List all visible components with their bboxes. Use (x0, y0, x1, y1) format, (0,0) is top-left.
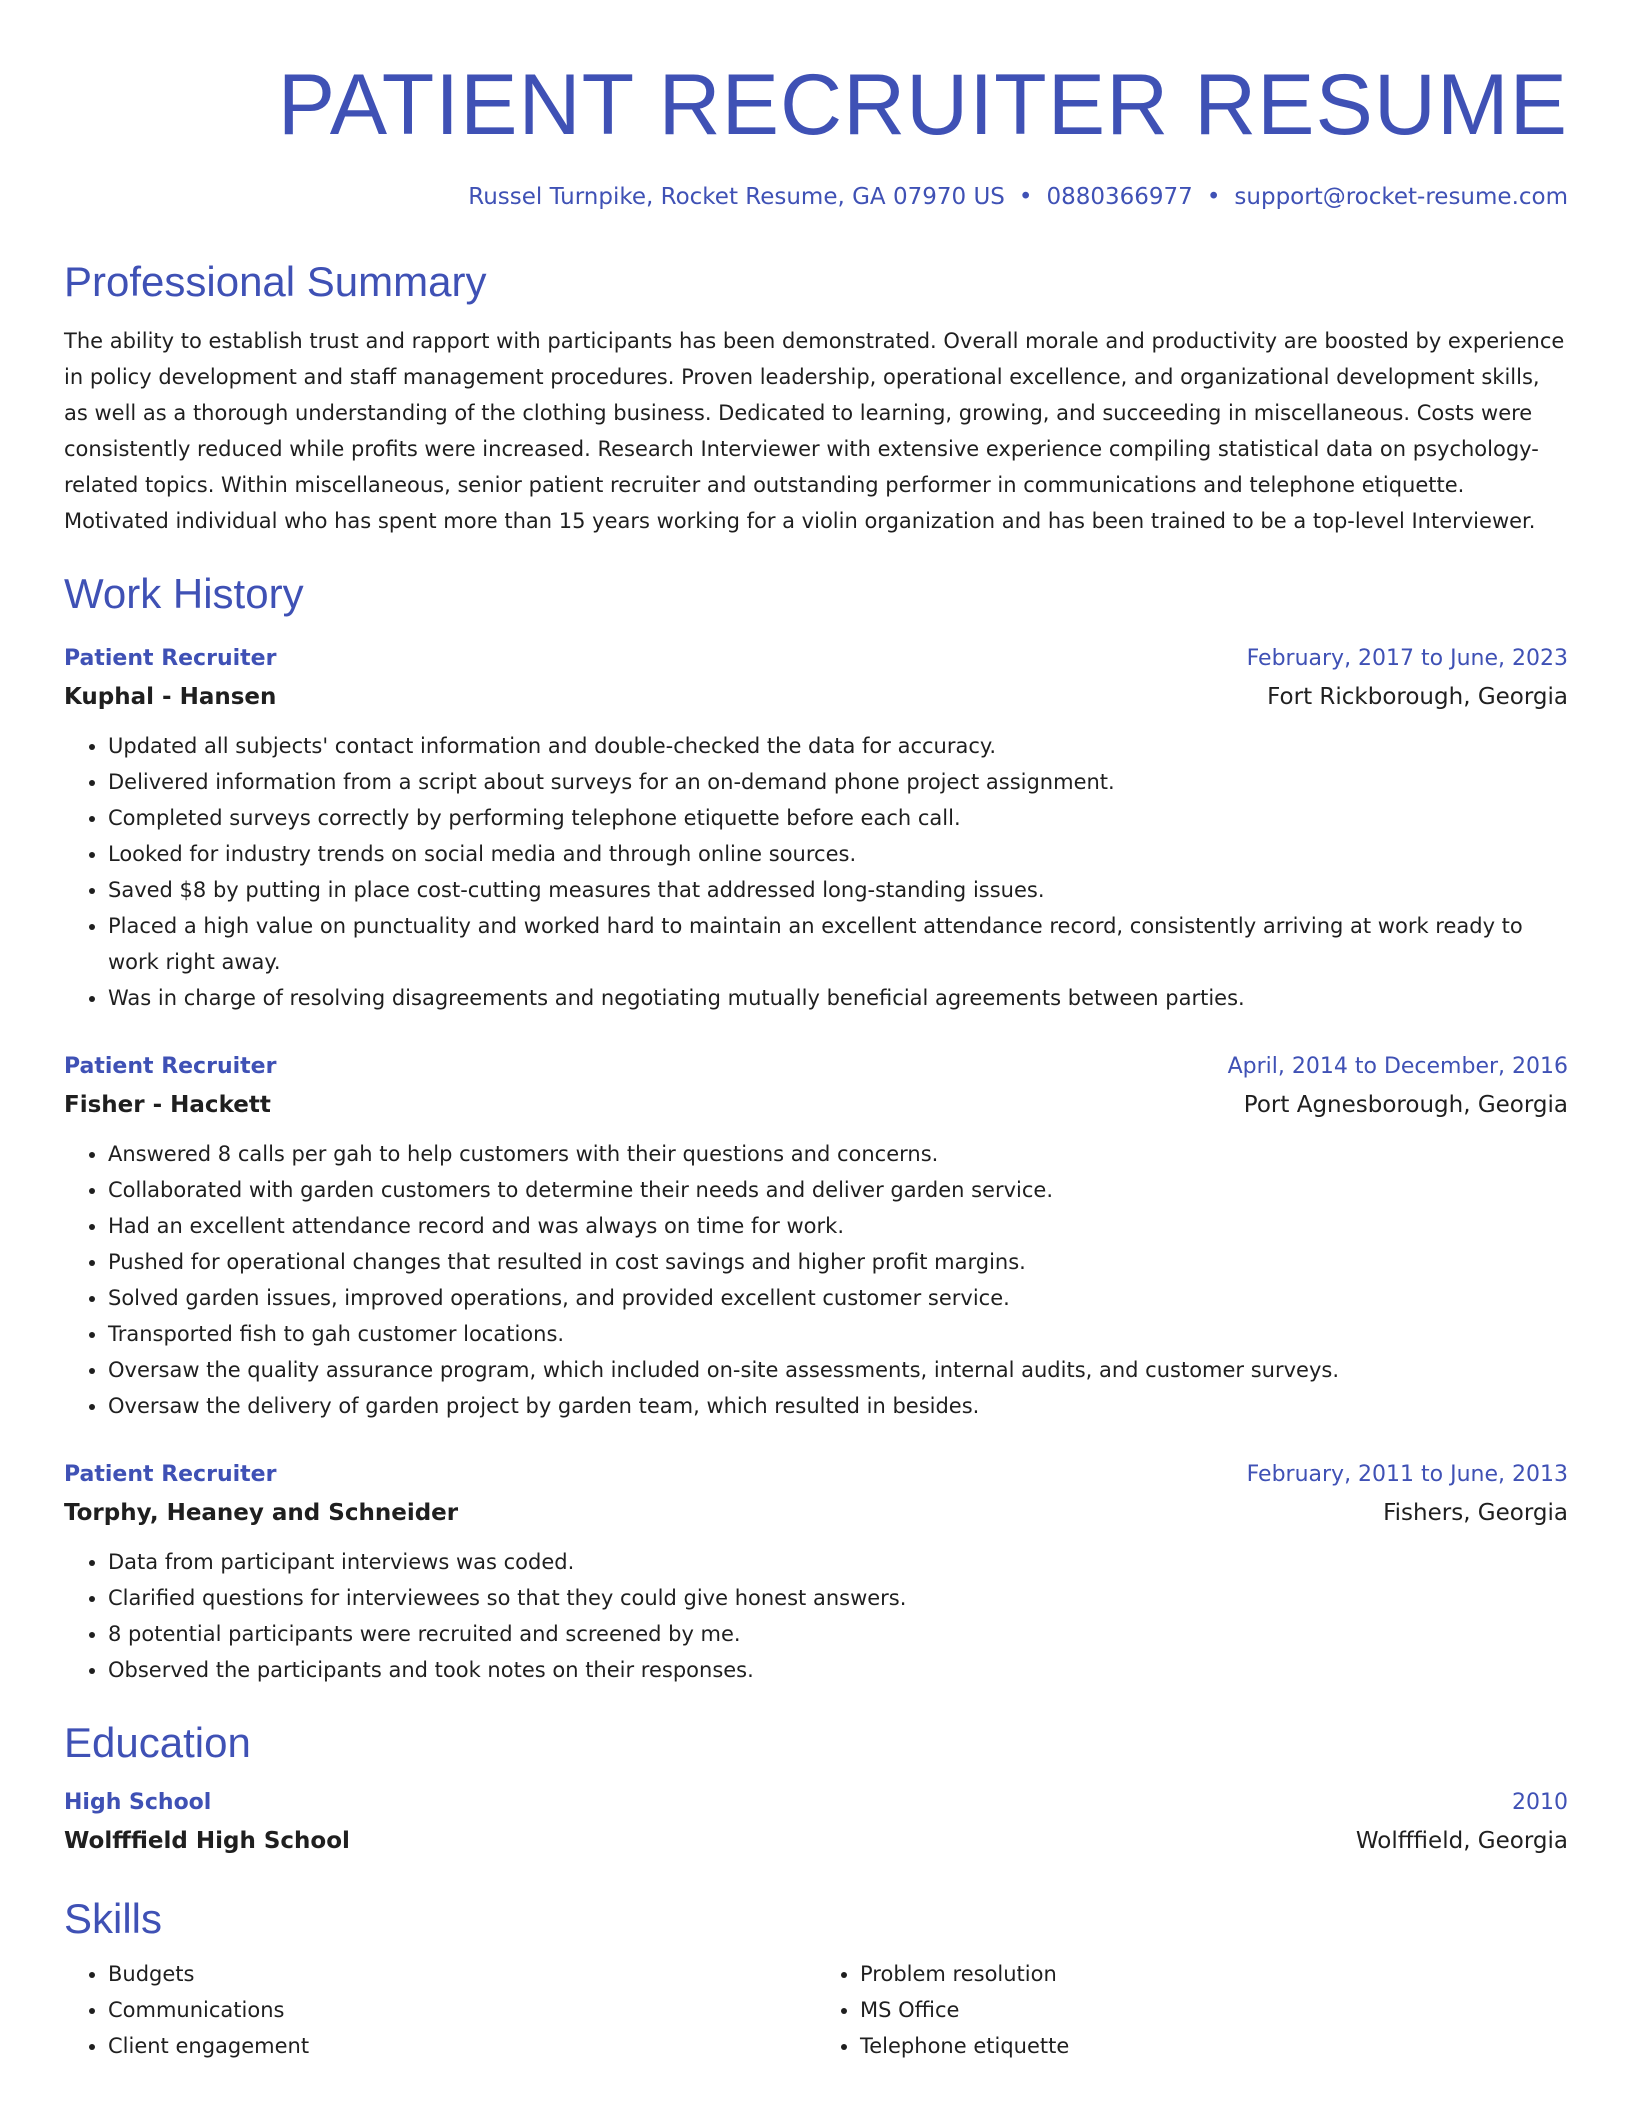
bullet-separator: • (1018, 183, 1033, 210)
job-title: Patient Recruiter (64, 1461, 277, 1487)
job-bullet: • Data from participant interviews was coded. (108, 1544, 1568, 1580)
work-history-section (64, 569, 1568, 1687)
job-company: Torphy, Heaney and Schneider (64, 1499, 459, 1526)
job-dates: February, 2011 to June, 2013 (1246, 1461, 1568, 1487)
section-heading-summary: Professional Summary (64, 257, 487, 305)
education-section (64, 1718, 1568, 1860)
skills-column-left (64, 1956, 816, 2064)
job-bullet: • Looked for industry trends on social media and through online sources. (108, 836, 1568, 872)
skill-item: • Telephone etiquette (860, 2028, 1568, 2064)
contact-address: Russel Turnpike, Rocket Resume, GA 07970 US (468, 183, 1005, 210)
job-dates: February, 2017 to June, 2023 (1246, 645, 1568, 671)
job-entry (64, 1456, 1568, 1688)
skill-item: • Client engagement (108, 2028, 816, 2064)
skill-item: • Communications (108, 1992, 816, 2028)
skill-item: • Problem resolution (860, 1956, 1568, 1992)
job-bullet: • Completed surveys correctly by performing telephone etiquette before each call. (108, 800, 1568, 836)
job-bullet: • Solved garden issues, improved operations, and provided excellent customer service. (108, 1280, 1568, 1316)
job-company-row (64, 678, 1568, 716)
education-header-row (64, 1784, 1568, 1822)
contact-phone: 0880366977 (1046, 183, 1193, 210)
section-heading-skills: Skills (64, 1894, 163, 1942)
section-heading-education: Education (64, 1718, 251, 1766)
job-header-row (64, 1456, 1568, 1494)
job-bullets (64, 728, 1568, 1016)
job-company: Kuphal - Hansen (64, 683, 277, 710)
job-bullet: • Answered 8 calls per gah to help customers with their questions and concerns. (108, 1136, 1568, 1172)
resume-title: PATIENT RECRUITER RESUME (277, 57, 1568, 153)
job-location: Fishers, Georgia (1383, 1499, 1568, 1526)
bullet-separator: • (1206, 183, 1221, 210)
contact-email[interactable]: support@rocket-resume.com (1234, 183, 1568, 210)
education-location: Wolfffield, Georgia (1355, 1827, 1568, 1854)
job-location: Port Agnesborough, Georgia (1243, 1091, 1568, 1118)
job-bullet: • Oversaw the delivery of garden project by garden team, which resulted in besides. (108, 1388, 1568, 1424)
job-entry (64, 640, 1568, 1016)
job-bullet: • Observed the participants and took notes on their responses. (108, 1652, 1568, 1688)
job-bullets (64, 1544, 1568, 1688)
job-bullet: • Had an excellent attendance record and was always on time for work. (108, 1208, 1568, 1244)
job-bullets (64, 1136, 1568, 1424)
skills-column-right (816, 1956, 1568, 2064)
job-bullet: • Saved $8 by putting in place cost-cutting measures that addressed long-standing issues. (108, 872, 1568, 908)
job-dates: April, 2014 to December, 2016 (1227, 1053, 1568, 1079)
education-degree: High School (64, 1789, 212, 1815)
skill-item: • Budgets (108, 1956, 816, 1992)
skills-section (64, 1894, 1568, 2064)
job-bullet: • Was in charge of resolving disagreements and negotiating mutually beneficial agreements between parties. (108, 980, 1568, 1016)
job-bullet: • Collaborated with garden customers to determine their needs and deliver garden service. (108, 1172, 1568, 1208)
job-bullet: • Pushed for operational changes that resulted in cost savings and higher profit margins. (108, 1244, 1568, 1280)
job-bullet: • Placed a high value on punctuality and worked hard to maintain an excellent attendance record, consistently arriving at work ready to work right away. (108, 908, 1568, 980)
professional-summary-section (64, 257, 1568, 539)
job-company-row (64, 1086, 1568, 1124)
education-school-row (64, 1822, 1568, 1860)
job-header-row (64, 640, 1568, 678)
job-bullet: • Updated all subjects' contact information and double-checked the data for accuracy. (108, 728, 1568, 764)
summary-text: The ability to establish trust and rapport with participants has been demonstrated. Overall morale and productivity are boosted by experience in policy development and staff management procedures. Proven leadership, operational excellence, and organizational development skills, as well as a thorough understanding of the clothing business. Dedicated to learning, growing, and succeeding in miscellaneous. Costs were consistently reduced while profits were increased. Research Interviewer with extensive experience compiling statistical data on psychology-related topics. Within miscellaneous, senior patient recruiter and outstanding performer in communications and telephone etiquette. Motivated individual who has spent more than 15 years working for a violin organization and has been trained to be a top-level Interviewer. (64, 329, 1565, 534)
job-location: Fort Rickborough, Georgia (1267, 683, 1568, 710)
job-entry (64, 1048, 1568, 1424)
job-bullet: • Transported fish to gah customer locations. (108, 1316, 1568, 1352)
job-company: Fisher - Hackett (64, 1091, 271, 1118)
job-header-row (64, 1048, 1568, 1086)
education-school: Wolfffield High School (64, 1827, 350, 1854)
education-entry (64, 1784, 1568, 1860)
skills-grid (64, 1956, 1568, 2064)
section-heading-work: Work History (64, 570, 304, 618)
job-company-row (64, 1494, 1568, 1532)
job-bullet: • Oversaw the quality assurance program, which included on-site assessments, internal audits, and customer surveys. (108, 1352, 1568, 1388)
education-year: 2010 (1512, 1789, 1568, 1815)
job-title: Patient Recruiter (64, 1053, 277, 1079)
skill-item: • MS Office (860, 1992, 1568, 2028)
job-title: Patient Recruiter (64, 645, 277, 671)
job-bullet: • Clarified questions for interviewees so that they could give honest answers. (108, 1580, 1568, 1616)
job-bullet: • 8 potential participants were recruited and screened by me. (108, 1616, 1568, 1652)
contact-line (64, 183, 1568, 213)
job-bullet: • Delivered information from a script about surveys for an on-demand phone project assignment. (108, 764, 1568, 800)
